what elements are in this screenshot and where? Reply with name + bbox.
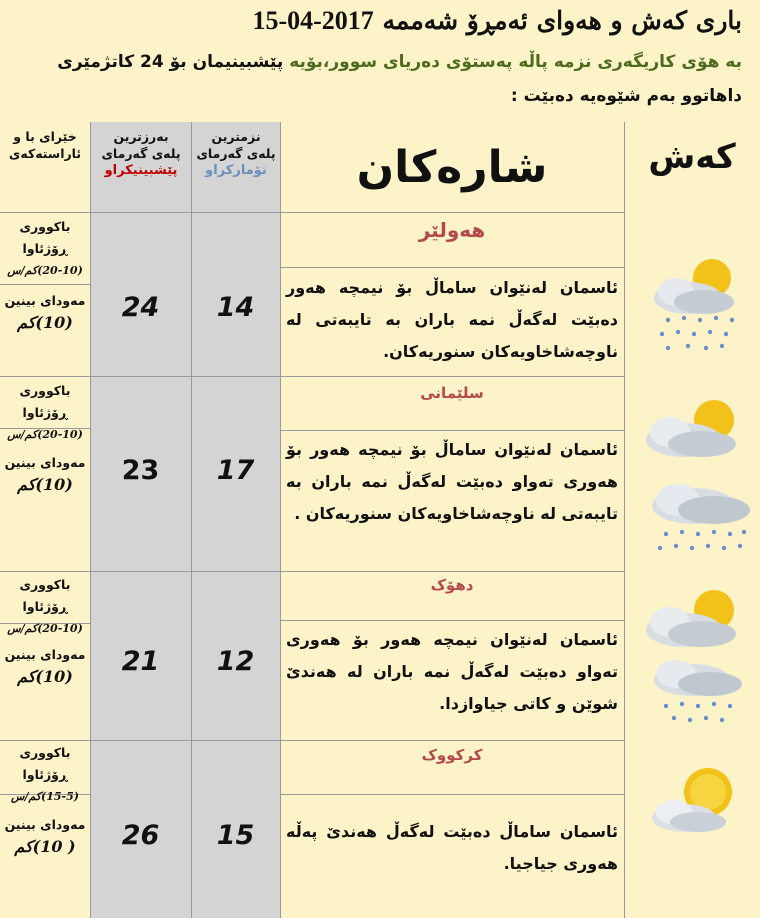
city-description: ئاسمان لەنێوان نیمچە هەور بۆ هەوری تەواو دەبێت لەگەڵ نمە باران لە هەندێ شوێن و کاتی جیاوازدا. xyxy=(286,630,618,713)
grid-line xyxy=(0,376,624,377)
sun-cloud-icon xyxy=(648,760,748,840)
grid-line xyxy=(280,794,624,795)
visibility-value: (10)کم xyxy=(17,667,73,686)
city-name: دهۆک xyxy=(430,576,474,594)
city-name: سلێمانی xyxy=(420,384,484,402)
max-temp-value: 24 xyxy=(121,292,160,323)
wind-direction: باکووری ڕۆژئاوا xyxy=(19,745,71,782)
subtitle-line-1 xyxy=(2,52,742,72)
visibility-info xyxy=(0,814,90,858)
wind-info xyxy=(0,380,90,446)
wind-speed: (15-5)کم/س xyxy=(11,790,79,803)
wind-direction: باکووری ڕۆژئاوا xyxy=(19,383,71,420)
visibility-info xyxy=(0,644,90,688)
cities-header: شارەکان xyxy=(356,141,548,193)
city-name: کرکووک xyxy=(421,746,483,764)
grid-line xyxy=(0,212,624,213)
partly-cloudy-rain-icon xyxy=(648,254,744,360)
subtitle-line-2: داهاتوو بەم شێوەیە دەبێت : xyxy=(510,86,742,106)
city-description: ئاسمان ساماڵ دەبێت لەگەڵ هەندێ پەڵە هەوری جیاجیا. xyxy=(286,822,618,873)
max-temp-value: 23 xyxy=(121,455,160,486)
header xyxy=(0,0,760,122)
wind-direction: باکووری ڕۆژئاوا xyxy=(19,577,71,614)
title-date: 2017-04-15 xyxy=(252,6,374,35)
grid-line xyxy=(191,122,192,918)
visibility-value: (10)کم xyxy=(17,475,73,494)
grid-line xyxy=(280,267,624,268)
max-temp-header xyxy=(98,128,184,179)
max-temp-sub: پێشبینیکراو xyxy=(104,163,178,178)
subtitle-black: پێشبینیمان بۆ 24 کاتژمێری xyxy=(57,52,284,72)
wind-speed: (20-10)کم/س xyxy=(7,428,83,441)
city-description: ئاسمان لەنێوان ساماڵ بۆ نیمچە هەور دەبێت لەگەڵ نمە باران بە تایبەتی لە ناوچەشاخاویەکان سنوریەکان. xyxy=(286,278,618,361)
grid-line xyxy=(0,740,624,741)
weather-header: کەش xyxy=(648,137,736,177)
partly-cloudy-icon xyxy=(640,584,750,654)
visibility-label: مەودای بینین xyxy=(4,817,86,832)
wind-info xyxy=(0,216,90,282)
visibility-label: مەودای بینین xyxy=(4,455,86,470)
min-temp-value: 12 xyxy=(216,646,255,677)
wind-header: خێرای با و ئاراستەکەی xyxy=(8,129,82,161)
city-name: هەولێر xyxy=(418,218,486,242)
max-temp-column xyxy=(90,122,191,918)
title-text: باری کەش و هەوای ئەمڕۆ شەممە xyxy=(382,6,742,35)
wind-info xyxy=(0,574,90,640)
max-temp-value: 26 xyxy=(121,820,160,851)
min-temp-header xyxy=(196,128,276,179)
visibility-info xyxy=(0,290,90,334)
city-description: ئاسمان لەنێوان ساماڵ بۆ نیمچە هەور بۆ هەوری تەواو دەبێت لەگەڵ نمە باران بە تایبەتی لە ناوچەشاخاویەکان سنوریەکان . xyxy=(286,440,618,523)
min-temp-value: 15 xyxy=(216,820,255,851)
cloud-rain-icon xyxy=(644,478,756,564)
visibility-info xyxy=(0,452,90,496)
grid-line xyxy=(624,122,625,918)
wind-speed: (20-10)کم/س xyxy=(7,264,83,277)
partly-cloudy-icon xyxy=(640,394,750,464)
max-temp-label: بەرزترین پلەی گەرمای xyxy=(101,129,181,161)
wind-speed: (20-10)کم/س xyxy=(7,622,83,635)
visibility-value: (10)کم xyxy=(17,313,73,332)
grid-line xyxy=(90,122,91,918)
wind-info xyxy=(0,742,90,808)
subtitle-green: بە هۆی کاریگەری نزمە پاڵە پەستۆی دەریای سوور،بۆیە xyxy=(289,52,742,72)
cloud-rain-icon xyxy=(646,656,746,728)
forecast-table xyxy=(0,122,760,918)
visibility-label: مەودای بینین xyxy=(4,647,86,662)
grid-line xyxy=(0,284,90,285)
page-title xyxy=(22,6,742,36)
min-temp-value: 14 xyxy=(216,292,255,323)
wind-direction: باکووری ڕۆژئاوا xyxy=(19,219,71,256)
max-temp-value: 21 xyxy=(121,646,160,677)
min-temp-column xyxy=(191,122,280,918)
grid-line xyxy=(0,571,624,572)
min-temp-label: نزمترین پلەی گەرمای xyxy=(196,129,276,161)
grid-line xyxy=(280,620,624,621)
grid-line xyxy=(280,430,624,431)
visibility-value: ( 10)کم xyxy=(14,837,76,856)
min-temp-value: 17 xyxy=(216,455,255,486)
visibility-label: مەودای بینین xyxy=(4,293,86,308)
min-temp-sub: تۆمارکراو xyxy=(205,163,267,178)
